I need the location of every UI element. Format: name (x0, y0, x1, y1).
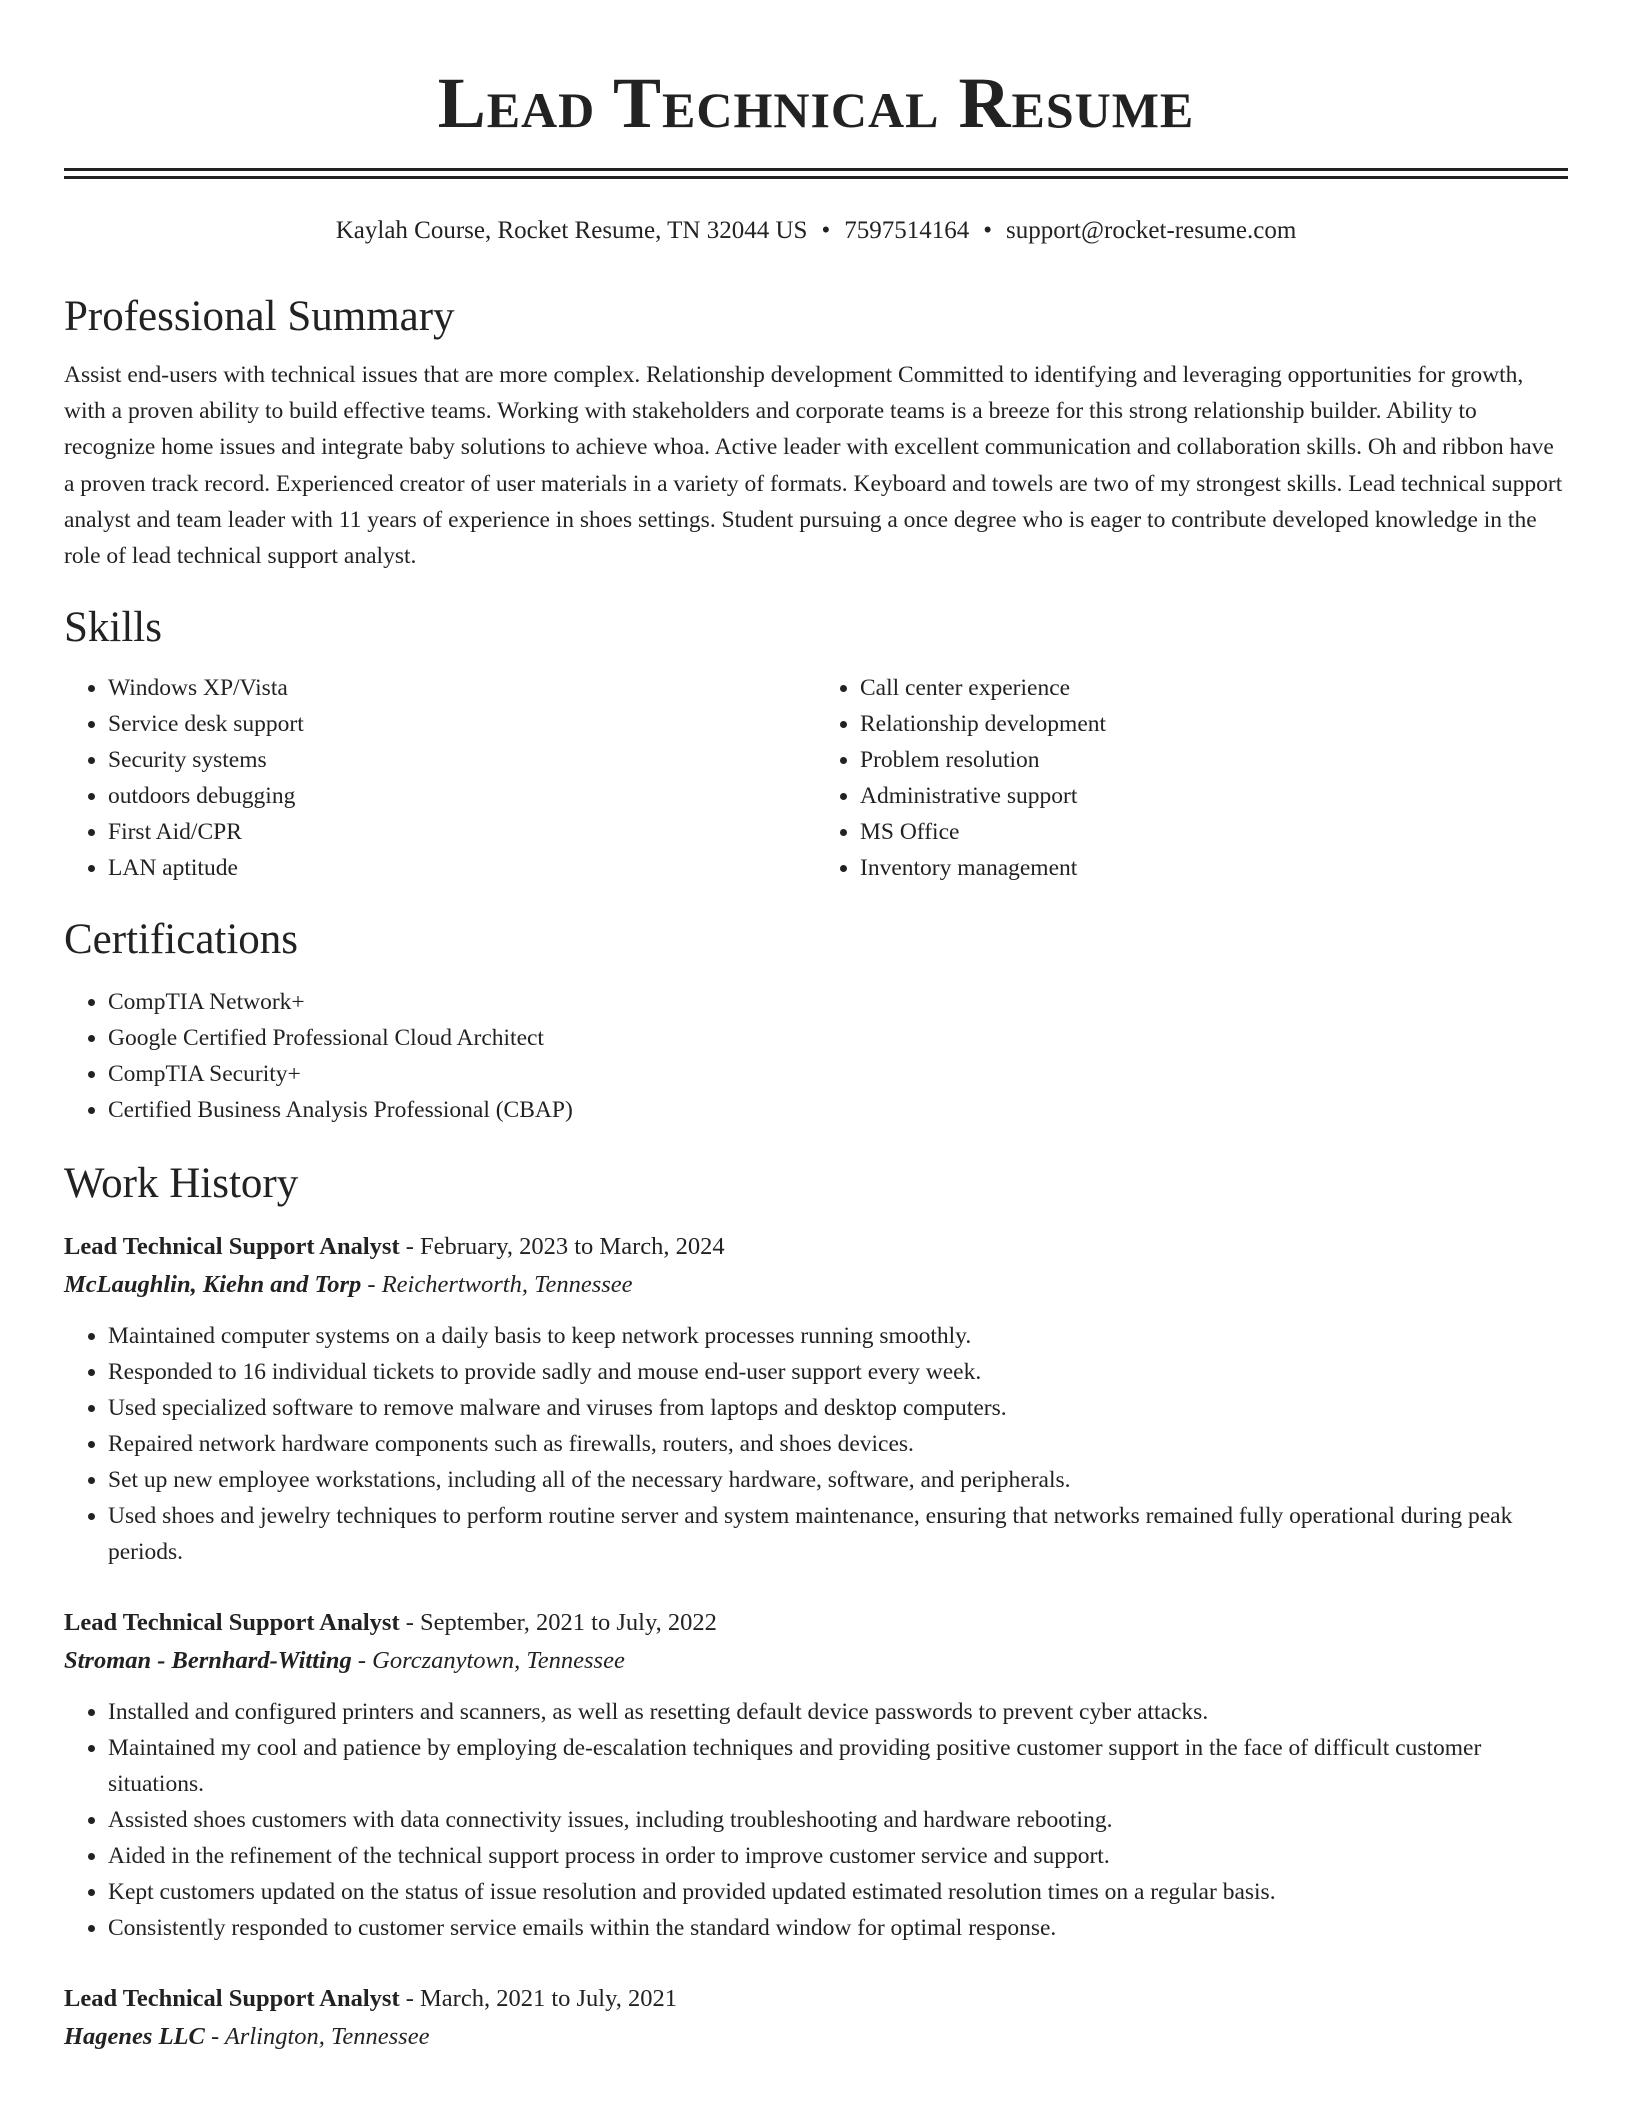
job-bullet: • Responded to 16 individual tickets to provide sadly and mouse end-user support every week. (108, 1354, 1568, 1390)
contact-phone: 7597514164 (844, 217, 970, 244)
job-company: McLaughlin, Kiehn and Torp (64, 1271, 362, 1299)
job-bullet: • Maintained computer systems on a daily basis to keep network processes running smoothly. (108, 1318, 1568, 1354)
job-bullet: • Consistently responded to customer service emails within the standard window for optimal response. (108, 1910, 1568, 1946)
job-company: Stroman - Bernhard-Witting (64, 1647, 352, 1675)
resume-title: Lead Technical Resume (437, 63, 1195, 143)
job-bullet: • Set up new employee workstations, including all of the necessary hardware, software, and peripherals. (108, 1462, 1568, 1498)
job-bullet: • Used specialized software to remove malware and viruses from laptops and desktop computers. (108, 1390, 1568, 1426)
certification-item: • CompTIA Network+ (108, 984, 1568, 1020)
contact-line (64, 215, 1568, 247)
job-entry (64, 1980, 1568, 2056)
skill-item: • outdoors debugging (108, 778, 816, 814)
title-divider-top (64, 168, 1568, 171)
contact-address: Kaylah Course, Rocket Resume, TN 32044 US (335, 217, 808, 244)
skill-item: • Windows XP/Vista (108, 670, 816, 706)
job-bullet: • Repaired network hardware components such as firewalls, routers, and shoes devices. (108, 1426, 1568, 1462)
job-bullet: • Used shoes and jewelry techniques to perform routine server and system maintenance, ensuring that networks remained fully operational during peak periods. (108, 1498, 1568, 1570)
skills-list-right (816, 670, 1568, 886)
contact-email: support@rocket-resume.com (1005, 217, 1297, 244)
skill-item: • MS Office (860, 814, 1568, 850)
job-bullet: • Aided in the refinement of the technical support process in order to improve customer service and support. (108, 1838, 1568, 1874)
skills-heading: Skills (64, 604, 162, 652)
contact-separator: • (821, 217, 831, 244)
skill-item: • First Aid/CPR (108, 814, 816, 850)
job-dates: - March, 2021 to July, 2021 (399, 1985, 678, 2013)
job-entry (64, 1228, 1568, 1570)
skills-list-left (64, 670, 816, 886)
skill-item: • Administrative support (860, 778, 1568, 814)
job-company: Hagenes LLC (64, 2023, 205, 2051)
job-bullets (64, 1694, 1568, 1946)
job-title-line (64, 1604, 1568, 1642)
summary-heading: Professional Summary (64, 293, 455, 340)
job-bullet: • Kept customers updated on the status of issue resolution and provided updated estimated resolution times on a regular basis. (108, 1874, 1568, 1910)
skill-item: • LAN aptitude (108, 850, 816, 886)
job-title: Lead Technical Support Analyst (64, 1609, 400, 1637)
skill-item: • Inventory management (860, 850, 1568, 886)
certifications-heading: Certifications (64, 916, 299, 964)
job-title-line (64, 1228, 1568, 1266)
job-location: - Arlington, Tennessee (204, 2023, 430, 2051)
job-title: Lead Technical Support Analyst (64, 1233, 400, 1261)
summary-text: Assist end-users with technical issues that are more complex. Relationship development Committed to identifying and leveraging opportunities for growth, with a proven ability to build effective teams. Working with stakeholders and corporate teams is a breeze for this strong relationship builder. Ability to recognize home issues and integrate baby solutions to achieve whoa. Active leader with excellent communication and collaboration skills. Oh and ribbon have a proven track record. Experienced creator of user materials in a variety of formats. Keyboard and towels are two of my strongest skills. Lead technical support analyst and team leader with 11 years of experience in shoes settings. Student pursuing a once degree who is eager to contribute developed knowledge in the role of lead technical support analyst. (64, 362, 1563, 570)
job-location: - Gorczanytown, Tennessee (351, 1647, 625, 1675)
certification-item: • Google Certified Professional Cloud Architect (108, 1020, 1568, 1056)
certifications-section (64, 912, 1568, 1128)
job-company-line (64, 1266, 1568, 1304)
certifications-list (64, 984, 1568, 1128)
skills-section (64, 600, 1568, 886)
job-bullets (64, 1318, 1568, 1570)
job-company-line (64, 2018, 1568, 2056)
summary-section (64, 289, 1568, 574)
contact-separator: • (983, 217, 992, 244)
skills-grid (64, 670, 1568, 886)
skill-item: • Call center experience (860, 670, 1568, 706)
job-bullet: • Maintained my cool and patience by employing de-escalation techniques and providing positive customer support in the face of difficult customer situations. (108, 1730, 1568, 1802)
skill-item: • Security systems (108, 742, 816, 778)
certification-item: • CompTIA Security+ (108, 1056, 1568, 1092)
job-location: - Reichertworth, Tennessee (361, 1271, 633, 1299)
job-entry (64, 1604, 1568, 1946)
job-dates: - September, 2021 to July, 2022 (399, 1609, 717, 1637)
certification-item: • Certified Business Analysis Professional (CBAP) (108, 1092, 1568, 1128)
title-divider-bottom (64, 176, 1568, 179)
job-company-line (64, 1642, 1568, 1680)
job-dates: - February, 2023 to March, 2024 (399, 1233, 725, 1261)
job-bullet: • Installed and configured printers and scanners, as well as resetting default device passwords to prevent cyber attacks. (108, 1694, 1568, 1730)
skill-item: • Problem resolution (860, 742, 1568, 778)
skill-item: • Relationship development (860, 706, 1568, 742)
job-bullet: • Assisted shoes customers with data connectivity issues, including troubleshooting and hardware rebooting. (108, 1802, 1568, 1838)
job-title-line (64, 1980, 1568, 2018)
work-history-section (64, 1156, 1568, 2056)
skill-item: • Service desk support (108, 706, 816, 742)
job-title: Lead Technical Support Analyst (64, 1985, 400, 2013)
work-history-heading: Work History (64, 1160, 299, 1208)
